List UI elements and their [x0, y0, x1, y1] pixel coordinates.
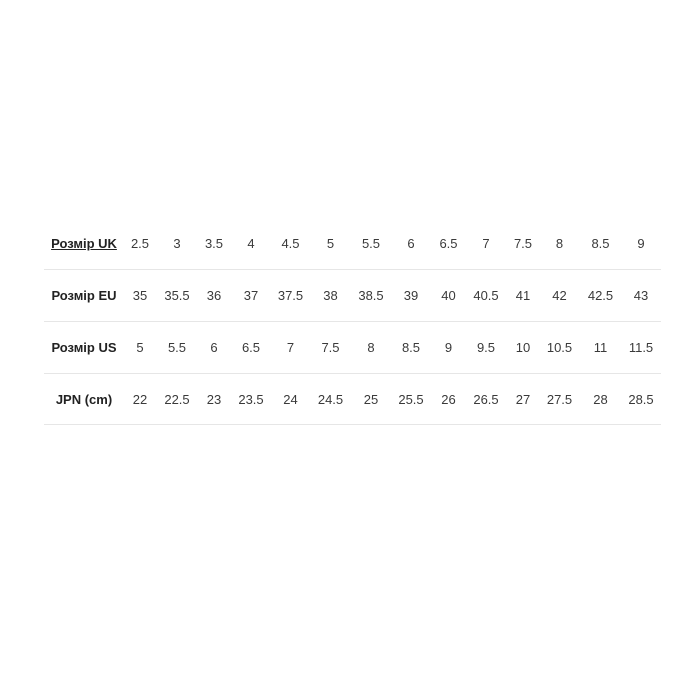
size-cell: 23: [198, 374, 230, 425]
size-cell: 25.5: [390, 374, 432, 425]
size-cell: 28: [580, 374, 621, 425]
size-cell: 22.5: [156, 374, 198, 425]
size-cell: 8.5: [580, 218, 621, 270]
size-cell: 10: [507, 322, 539, 374]
size-cell: 5.5: [156, 322, 198, 374]
size-cell: 42: [539, 270, 580, 322]
size-cell: 6.5: [230, 322, 272, 374]
size-cell: 8: [352, 322, 390, 374]
size-cell: 10.5: [539, 322, 580, 374]
size-cell: 39: [390, 270, 432, 322]
size-cell: 9: [432, 322, 465, 374]
size-cell: 11.5: [621, 322, 661, 374]
size-cell: 24.5: [309, 374, 352, 425]
size-cell: 40: [432, 270, 465, 322]
size-cell: 23.5: [230, 374, 272, 425]
row-label-us: Розмір US: [44, 322, 124, 374]
size-cell: 6: [390, 218, 432, 270]
size-cell: 37: [230, 270, 272, 322]
size-cell: 36: [198, 270, 230, 322]
size-cell: 6: [198, 322, 230, 374]
size-cell: 3: [156, 218, 198, 270]
size-cell: 26: [432, 374, 465, 425]
size-cell: 37.5: [272, 270, 309, 322]
size-cell: 4: [230, 218, 272, 270]
size-cell: 9.5: [465, 322, 507, 374]
size-cell: 27.5: [539, 374, 580, 425]
size-cell: 7: [465, 218, 507, 270]
size-cell: 5.5: [352, 218, 390, 270]
size-cell: 2.5: [124, 218, 156, 270]
size-cell: 27: [507, 374, 539, 425]
size-cell: 5: [309, 218, 352, 270]
size-cell: 7.5: [309, 322, 352, 374]
size-cell: 3.5: [198, 218, 230, 270]
size-cell: 9: [621, 218, 661, 270]
size-cell: 8.5: [390, 322, 432, 374]
size-cell: 5: [124, 322, 156, 374]
size-cell: 35: [124, 270, 156, 322]
row-label-uk[interactable]: Розмір UK: [44, 218, 124, 270]
row-label-jpn: JPN (cm): [44, 374, 124, 425]
size-cell: 7: [272, 322, 309, 374]
size-cell: 6.5: [432, 218, 465, 270]
size-cell: 22: [124, 374, 156, 425]
size-row-us: [44, 322, 661, 374]
size-cell: 11: [580, 322, 621, 374]
size-cell: 4.5: [272, 218, 309, 270]
size-chart-table: [44, 218, 661, 425]
size-cell: 24: [272, 374, 309, 425]
size-cell: 38.5: [352, 270, 390, 322]
size-row-jpn: [44, 374, 661, 425]
row-label-eu: Розмір EU: [44, 270, 124, 322]
size-cell: 8: [539, 218, 580, 270]
size-cell: 41: [507, 270, 539, 322]
size-row-eu: [44, 270, 661, 322]
size-cell: 43: [621, 270, 661, 322]
size-cell: 38: [309, 270, 352, 322]
size-cell: 42.5: [580, 270, 621, 322]
size-cell: 28.5: [621, 374, 661, 425]
size-cell: 7.5: [507, 218, 539, 270]
size-cell: 40.5: [465, 270, 507, 322]
size-cell: 35.5: [156, 270, 198, 322]
size-cell: 26.5: [465, 374, 507, 425]
size-row-uk: [44, 218, 661, 270]
size-cell: 25: [352, 374, 390, 425]
